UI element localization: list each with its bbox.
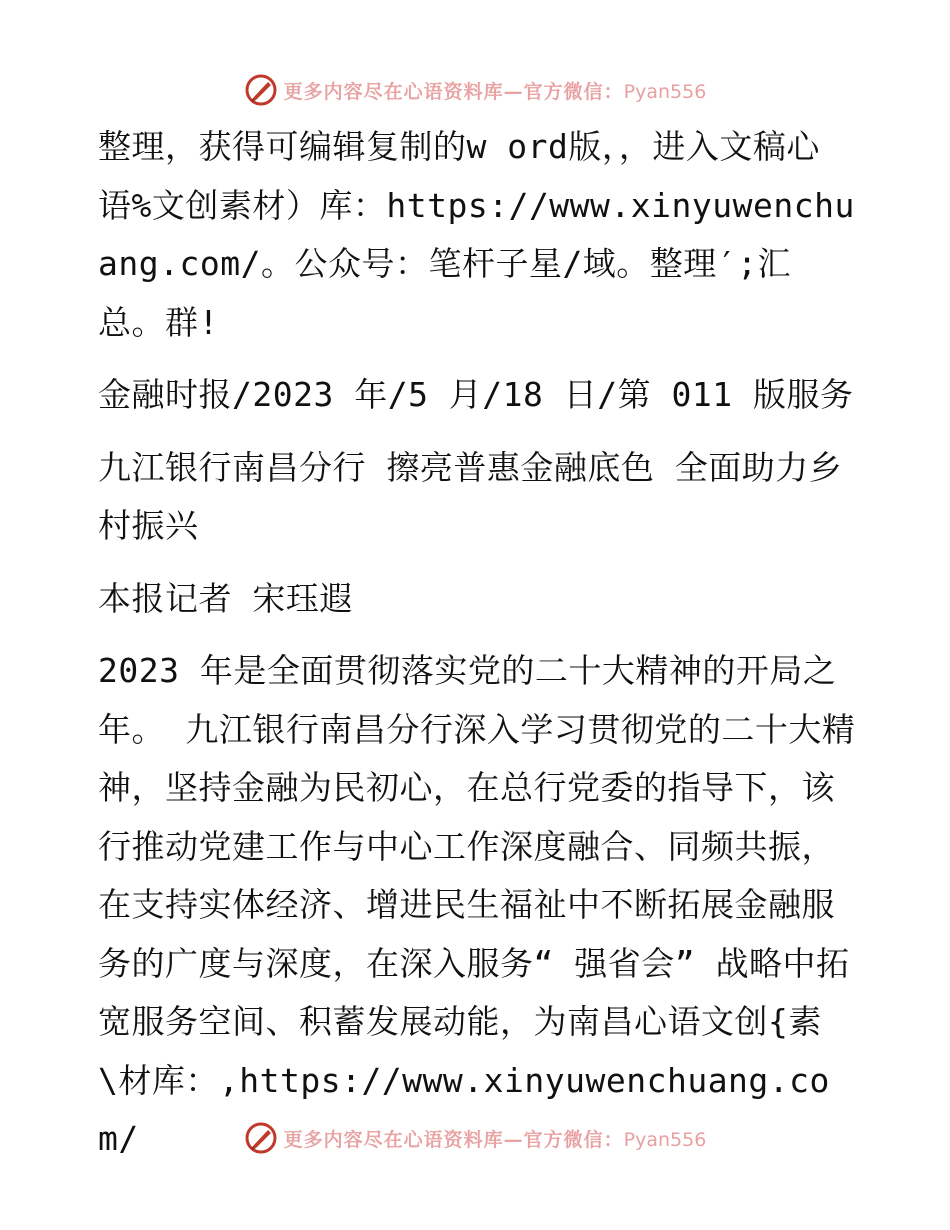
body-paragraph: 2023 年是全面贯彻落实党的二十大精神的开局之年。 九江银行南昌分行深入学习贯彻党的二十大精神，坚持金融为民初心，在总行党委的指导下，该行推动党建工作与中心工作深度融合、同频共振，在支持实体经济、增进民生福祉中不断拓展金融服务的广度与深度，在深入服务“ 强省会” 战略中拓宽服务空间、积蓄发展动能，为南昌心语文创{素\材库：,https://www.xinyuwenchuang.com/ [98, 651, 856, 1158]
byline: 本报记者 宋珏遐 [98, 578, 353, 618]
red-pen-circle-logo-icon [244, 73, 278, 107]
footer-banner-handle: Pyan556 [623, 1128, 707, 1151]
header-banner [0, 70, 950, 110]
red-pen-circle-logo-icon [244, 1121, 278, 1155]
header-banner-text: 更多内容尽在心语资料库—官方微信：Pyan556 [283, 80, 707, 103]
article-title: 九江银行南昌分行 擦亮普惠金融底色 全面助力乡村振兴 [98, 447, 843, 545]
source-line: 金融时报/2023 年/5 月/18 日/第 011 版服务 [98, 375, 854, 414]
footer-banner-text: 更多内容尽在心语资料库—官方微信：Pyan556 [283, 1128, 707, 1151]
header-banner-handle: Pyan556 [623, 80, 707, 103]
intro-paragraph: 整理，获得可编辑复制的w ord版，，进入文稿心语%文创素材）库：https://www.xinyuwenchuang.com/。公众号：笔杆子星/域。整理′;汇总。群! [98, 127, 855, 342]
document-body [98, 118, 858, 1169]
footer-banner [0, 1118, 950, 1158]
